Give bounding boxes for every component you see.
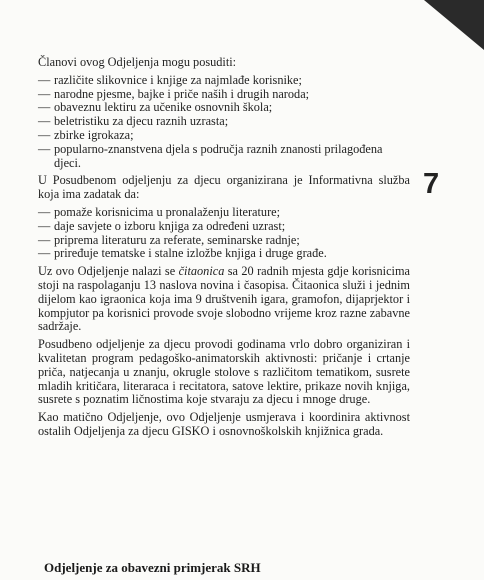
list-item: — popularno-znanstvena djela s područja raznih znanosti prilagođena djeci.	[38, 143, 410, 171]
list-item: — zbirke igrokaza;	[38, 129, 410, 143]
reading-room-text-after: sa 20 radnih mjesta gdje korisnicima stoji na raspolaganju 13 naslova novina i časopisa. Čitaonica služi i jednim dijelom kao igraonica koja ima 9 društvenih igara, gramofon, dijaprjektor i kompjutor pa korisnici provode svoje slobodno vrijeme kroz razne zabavne sadržaje.	[38, 264, 410, 334]
list-item: — narodne pjesme, bajke i priče naših i drugih naroda;	[38, 88, 410, 102]
section-heading: Odjeljenje za obavezni primjerak SRH	[44, 560, 261, 575]
list-item: — priređuje tematske i stalne izložbe knjiga i druge građe.	[38, 247, 410, 261]
reading-room-emphasis: čitaonica	[178, 264, 225, 279]
list-item: — priprema literaturu za referate, seminarske radnje;	[38, 234, 410, 248]
list-item: — različite slikovnice i knjige za najmlađe korisnike;	[38, 74, 410, 88]
page-corner-tab	[424, 0, 484, 50]
reading-room-paragraph	[38, 265, 410, 334]
lending-list	[38, 74, 410, 171]
list-item: — daje savjete o izboru knjiga za određeni uzrast;	[38, 220, 410, 234]
list-item: — pomaže korisnicima u pronalaženju literature;	[38, 206, 410, 220]
page-number: 7	[423, 168, 440, 200]
programs-paragraph: Posudbeno odjeljenje za djecu provodi godinama vrlo dobro organiziran i kvalitetan program pedagoško-animatorskih aktivnosti: pričanje i crtanje priča, natjecanja u znanju, okrugle stolove s različitom tematikom, susrete mladih kritičara, literaraca i recitatora, satove lektire, prikaze novih knjiga, susrete s poznatim ličnostima koje stvaraju za djecu i mnoge druge.	[38, 337, 410, 407]
page-body	[38, 56, 410, 443]
info-service-list	[38, 206, 410, 261]
lending-intro: Članovi ovog Odjeljenja mogu posuditi:	[38, 55, 237, 69]
list-item: — beletristiku za djecu raznih uzrasta;	[38, 115, 410, 129]
list-item: — obaveznu lektiru za učenike osnovnih škola;	[38, 101, 410, 115]
reading-room-text-before: Uz ovo Odjeljenje nalazi se	[38, 264, 179, 279]
info-service-intro: U Posudbenom odjeljenju za djecu organizirana je Informativna služba koja ima zadatak da:	[38, 173, 410, 202]
parent-department-paragraph: Kao matično Odjeljenje, ovo Odjeljenje usmjerava i koordinira aktivnost ostalih Odjeljenja za djecu GISKO i osnovnoškolskih knjižnica grada.	[38, 410, 410, 438]
